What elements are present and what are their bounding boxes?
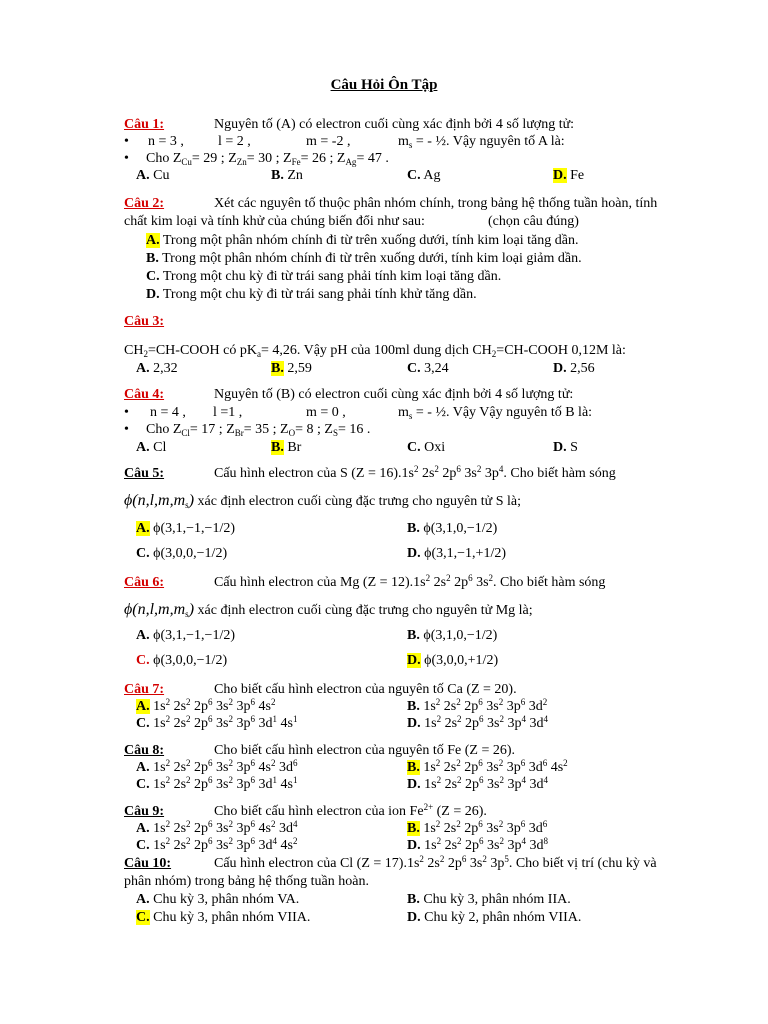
option-a[interactable]: A. ϕ(3,1,−1,−1/2) <box>136 628 235 643</box>
ms-value: $m_s$ = - ½. Vậy Vậy nguyên tố B là: <box>398 405 593 421</box>
option-c[interactable]: C. ϕ(3,0,0,−1/2) <box>136 653 228 668</box>
question-label: Câu 6: <box>124 575 165 590</box>
m-value: m = 0 , <box>306 405 346 420</box>
bullet-icon: • <box>124 422 129 437</box>
question-label: Câu 9: <box>124 804 165 819</box>
option-a[interactable]: A. Cu <box>136 168 170 183</box>
z-values: Cho $Z_{Cl}= 17$ ; $Z_{Br}= 35$ ; $Z_O= 8$ ; $Z_S= 16$ . <box>146 422 371 438</box>
option-d[interactable]: D. Fe <box>553 168 585 183</box>
option-c[interactable]: C. $1s^2$ $2s^2$ $2p^6$ $3s^2$ $3p^6$ $3d^1$ $4s^1$ <box>136 775 298 792</box>
wavefunction: $\phi(n,l,m,m_s)$ xác định electron cuối cùng đặc trưng cho nguyên tử S là; <box>124 492 521 510</box>
question-text: Cấu hình electron của S $(Z = 16).1s^2$ $2s^2$ $2p^6$ $3s^2$ $3p^4$. Cho biết hàm sóng <box>214 464 616 481</box>
option-d[interactable]: D. S <box>553 440 578 455</box>
option-d[interactable]: D. ϕ(3,0,0,+1/2) <box>407 653 499 668</box>
option-b[interactable]: B. Trong một phân nhóm chính đi từ trên xuống dưới, tính kim loại giảm dần. <box>146 251 582 266</box>
option-b[interactable]: B. ϕ(3,1,0,−1/2) <box>407 521 498 536</box>
question-note: (chọn câu đúng) <box>488 214 579 229</box>
question-text: $CH_2=CH$-COOH có $pK_a= 4,26$. Vậy pH của 100ml dung dịch $CH_2=CH$-COOH 0,12M là: <box>124 343 626 359</box>
option-d[interactable]: D. Trong một chu kỳ đi từ trái sang phải tính khử tăng dần. <box>146 287 477 302</box>
option-b[interactable]: B. $1s^2$ $2s^2$ $2p^6$ $3s^2$ $3p^6$ $3d^6$ $4s^2$ <box>407 758 568 775</box>
question-label: Câu 7: <box>124 682 165 697</box>
option-a[interactable]: A. $1s^2$ $2s^2$ $2p^6$ $3s^2$ $3p^6$ $4s^2$ <box>136 697 276 714</box>
option-b[interactable]: B. Zn <box>271 168 303 183</box>
question-label: Câu 4: <box>124 387 165 402</box>
option-b[interactable]: B. $1s^2$ $2s^2$ $2p^6$ $3s^2$ $3p^6$ $3d^6$ <box>407 819 548 836</box>
question-text: Cho biết cấu hình electron của nguyên tố Fe (Z = 26). <box>214 743 516 758</box>
n-value: n = 4 , <box>150 405 186 420</box>
option-d[interactable]: D. $1s^2$ $2s^2$ $2p^6$ $3s^2$ $3p^4$ $3d^8$ <box>407 836 548 853</box>
question-text: Cấu hình electron của Mg $(Z = 12).1s^2$ $2s^2$ $2p^6$ $3s^2$. Cho biết hàm sóng <box>214 573 606 590</box>
question-1 <box>124 116 164 133</box>
option-d[interactable]: D. $1s^2$ $2s^2$ $2p^6$ $3s^2$ $3p^4$ $3d^4$ <box>407 775 548 792</box>
question-text: Xét các nguyên tố thuộc phân nhóm chính, trong bảng hệ thống tuần hoàn, tính <box>214 196 658 211</box>
z-values: Cho $Z_{Cu}= 29$ ; $Z_{Zn}= 30$ ; $Z_{Fe}= 26$ ; $Z_{Ag}= 47$ . <box>146 151 389 167</box>
wavefunction: $\phi(n,l,m,m_s)$ xác định electron cuối cùng đặc trưng cho nguyên tử Mg là; <box>124 601 533 619</box>
option-a[interactable]: A. $1s^2$ $2s^2$ $2p^6$ $3s^2$ $3p^6$ $4s^2$ $3d^4$ <box>136 819 298 836</box>
question-text: Cho biết cấu hình electron của nguyên tố Ca (Z = 20). <box>214 682 517 697</box>
option-b[interactable]: B. Br <box>271 440 302 455</box>
option-a[interactable]: A. 2,32 <box>136 361 178 376</box>
option-a[interactable]: A. Trong một phân nhóm chính đi từ trên xuống dưới, tính kim loại tăng dần. <box>146 233 579 248</box>
option-d[interactable]: D. ϕ(3,1,−1,+1/2) <box>407 546 506 561</box>
question-label: Câu 3: <box>124 314 165 329</box>
option-b[interactable]: B. $1s^2$ $2s^2$ $2p^6$ $3s^2$ $3p^6$ $3d^2$ <box>407 697 548 714</box>
option-c[interactable]: C. $1s^2$ $2s^2$ $2p^6$ $3s^2$ $3p^6$ $3d^4$ $4s^2$ <box>136 836 298 853</box>
l-value: l =1 , <box>213 405 243 420</box>
question-label: Câu 5: <box>124 466 165 481</box>
option-c[interactable]: C. 3,24 <box>407 361 449 376</box>
question-text: Cho biết cấu hình electron của ion $Fe^{2+}$ (Z = 26). <box>214 802 487 819</box>
quantum-line <box>124 133 129 150</box>
option-a[interactable]: A. ϕ(3,1,−1,−1/2) <box>136 521 235 536</box>
option-a[interactable]: A. Chu kỳ 3, phân nhóm VA. <box>136 892 300 907</box>
option-c[interactable]: C. Trong một chu kỳ đi từ trái sang phải tính kim loại tăng dần. <box>146 269 502 284</box>
option-b[interactable]: B. Chu kỳ 3, phân nhóm IIA. <box>407 892 571 907</box>
option-a[interactable]: A. $1s^2$ $2s^2$ $2p^6$ $3s^2$ $3p^6$ $4s^2$ $3d^6$ <box>136 758 298 775</box>
bullet-icon: • <box>124 151 129 166</box>
bullet-icon: • <box>124 134 129 149</box>
question-text: Nguyên tố (B) có electron cuối cùng xác định bởi 4 số lượng tử: <box>214 387 574 402</box>
option-c[interactable]: C. Ag <box>407 168 441 183</box>
option-c[interactable]: C. ϕ(3,0,0,−1/2) <box>136 546 228 561</box>
ms-value: $m_s$ = - ½. Vậy nguyên tố A là: <box>398 134 565 150</box>
option-d[interactable]: D. Chu kỳ 2, phân nhóm VIIA. <box>407 910 582 925</box>
question-label: Câu 10: <box>124 856 172 871</box>
page-title: Câu Hỏi Ôn Tập <box>330 77 438 93</box>
l-value: l = 2 , <box>218 134 251 149</box>
question-text: Nguyên tố (A) có electron cuối cùng xác định bởi 4 số lượng tử: <box>214 117 575 132</box>
option-b[interactable]: B. 2,59 <box>271 361 312 376</box>
option-c[interactable]: C. Oxi <box>407 440 446 455</box>
n-value: n = 3 , <box>148 134 184 149</box>
bullet-icon: • <box>124 405 129 420</box>
question-label: Câu 8: <box>124 743 165 758</box>
option-c[interactable]: C. Chu kỳ 3, phân nhóm VIIA. <box>136 910 311 925</box>
question-label: Câu 1: <box>124 117 165 132</box>
option-c[interactable]: C. $1s^2$ $2s^2$ $2p^6$ $3s^2$ $3p^6$ $3d^1$ $4s^1$ <box>136 714 298 731</box>
option-a[interactable]: A. Cl <box>136 440 167 455</box>
option-d[interactable]: D. $1s^2$ $2s^2$ $2p^6$ $3s^2$ $3p^4$ $3d^4$ <box>407 714 548 731</box>
question-text: Cấu hình electron của Cl $(Z = 17).1s^2$ $2s^2$ $2p^6$ $3s^2$ $3p^5$. Cho biết vị trí (chu kỳ và <box>214 854 657 871</box>
option-d[interactable]: D. 2,56 <box>553 361 595 376</box>
question-label: Câu 2: <box>124 196 165 211</box>
option-b[interactable]: B. ϕ(3,1,0,−1/2) <box>407 628 498 643</box>
question-text-2: phân nhóm) trong bảng hệ thống tuần hoàn. <box>124 874 369 889</box>
m-value: m = -2 , <box>306 134 351 149</box>
question-text-2: chất kim loại và tính khử của chúng biến đổi như sau: <box>124 214 425 229</box>
